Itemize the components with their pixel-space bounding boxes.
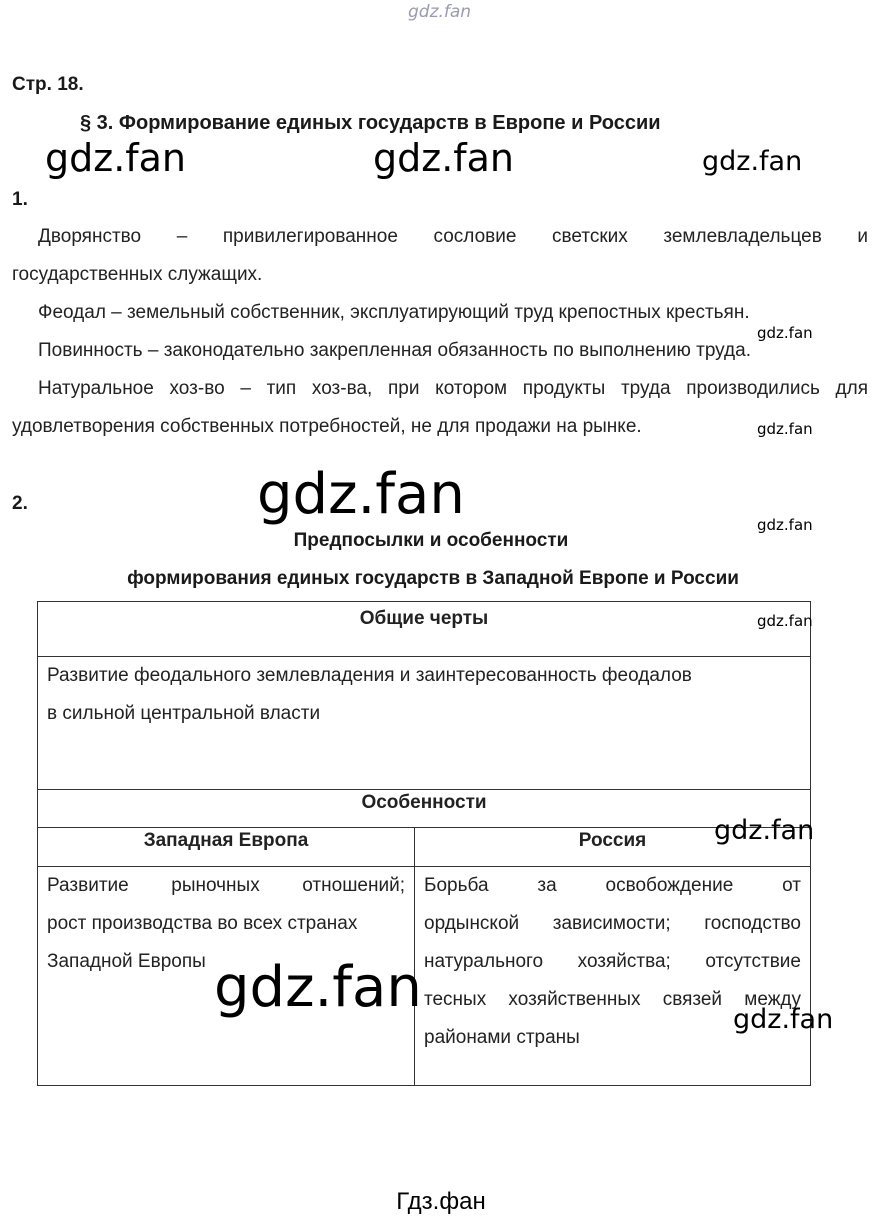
russia-features-line: тесных хозяйственных связей между (424, 989, 801, 1010)
definition-line: Дворянство – привилегированное сословие светских землевладельцев и (38, 226, 868, 247)
column-header-russia: Россия (415, 828, 811, 867)
russia-features-line: ордынской зависимости; господство (424, 913, 801, 934)
task-number-1: 1. (12, 189, 28, 210)
watermark: gdz.fan (45, 136, 187, 180)
russia-features-line: Борьба за освобождение от (424, 875, 801, 896)
column-header-west: Западная Европа (38, 828, 415, 867)
definition-line: Натуральное хоз-во – тип хоз-ва, при котором продукты труда производились для (38, 378, 868, 399)
comparison-table (37, 601, 811, 1086)
west-features-line: рост производства во всех странах (47, 913, 358, 934)
page-reference: Стр. 18. (12, 74, 84, 95)
russia-features-line: натурального хозяйства; отсутствие (424, 951, 801, 972)
watermark: gdz.fan (757, 516, 813, 534)
common-features-header: Общие черты (38, 602, 811, 657)
features-header: Особенности (38, 790, 811, 828)
task-number-2: 2. (12, 493, 28, 514)
west-features-line: Развитие рыночных отношений; (47, 875, 405, 896)
table-title-line-1: Предпосылки и особенности (293, 530, 569, 551)
section-title: § 3. Формирование единых государств в Европе и России (80, 112, 661, 134)
definition-line: Феодал – земельный собственник, эксплуатирующий труд крепостных крестьян. (38, 302, 750, 323)
common-features-text: в сильной центральной власти (47, 703, 321, 724)
definition-line: государственных служащих. (12, 264, 263, 285)
table-title-line-2: формирования единых государств в Западной Европе и России (127, 568, 739, 589)
common-features-text: Развитие феодального землевладения и заинтересованность феодалов (47, 665, 692, 686)
watermark: gdz.fan (702, 146, 803, 177)
watermark: gdz.fan (757, 420, 813, 438)
definition-line: удовлетворения собственных потребностей, не для продажи на рынке. (12, 416, 642, 437)
watermark: gdz.fan (757, 324, 813, 342)
watermark: gdz.fan (757, 612, 813, 630)
russia-features-line: районами страны (424, 1027, 580, 1048)
footer-watermark: Гдз.фан (396, 1188, 486, 1215)
watermark: gdz.fan (214, 955, 422, 1020)
watermark: gdz.fan (373, 136, 515, 180)
russia-features-cell (415, 867, 811, 1086)
common-features-cell (38, 657, 811, 790)
watermark-top: gdz.fan (408, 2, 472, 22)
definition-line: Повинность – законодательно закрепленная обязанность по выполнению труда. (38, 340, 751, 361)
watermark: gdz.fan (257, 462, 465, 527)
watermark: gdz.fan (733, 1004, 834, 1035)
west-features-line: Западной Европы (47, 951, 206, 972)
watermark: gdz.fan (714, 815, 815, 846)
